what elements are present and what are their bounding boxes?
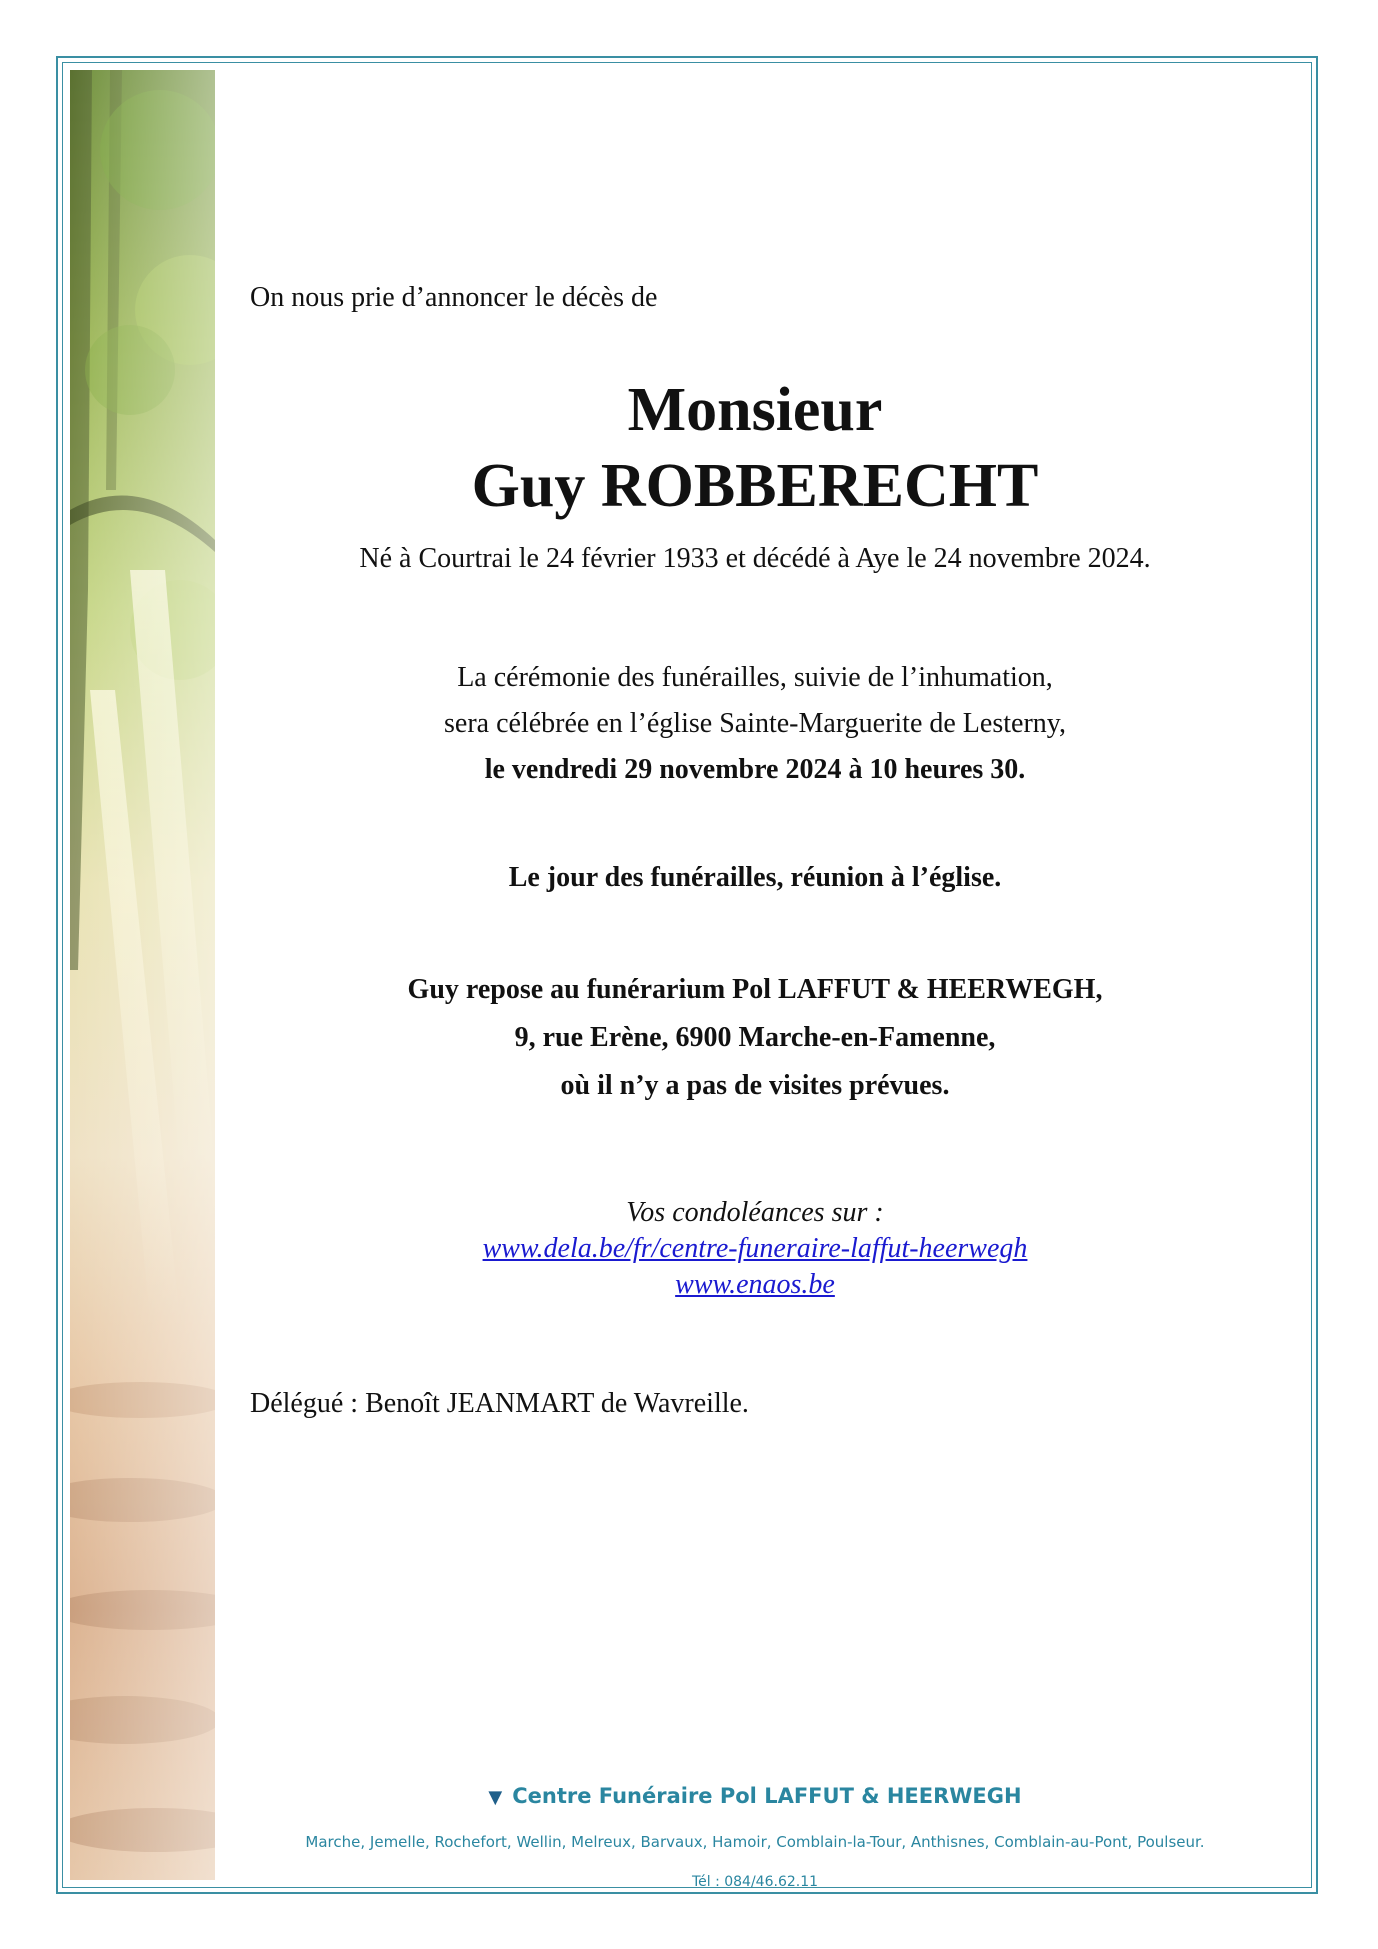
deceased-name: [250, 372, 1260, 524]
funerarium-line-1: Guy repose au funérarium Pol LAFFUT & HEERWEGH,: [407, 974, 1103, 1005]
triangle-down-icon: ▼: [488, 1787, 503, 1808]
birth-death-line: Né à Courtrai le 24 février 1933 et décédé à Aye le 24 novembre 2024.: [359, 543, 1151, 574]
footer-towns: Marche, Jemelle, Rochefort, Wellin, Melreux, Barvaux, Hamoir, Comblain-la-Tour, Anthisnes, Comblain-au-Pont, Poulseur.: [305, 1833, 1205, 1851]
enaos-link[interactable]: www.enaos.be: [675, 1269, 835, 1300]
dela-link[interactable]: www.dela.be/fr/centre-funeraire-laffut-heerwegh: [482, 1233, 1028, 1264]
company-name: Centre Funéraire Pol LAFFUT & HEERWEGH: [512, 1784, 1022, 1808]
ceremony-date: le vendredi 29 novembre 2024 à 10 heures 30.: [484, 754, 1026, 785]
condolences-section: [250, 1195, 1260, 1303]
funerarium-address: 9, rue Erène, 6900 Marche-en-Famenne,: [514, 1022, 996, 1053]
condolences-label: Vos condoléances sur :: [626, 1197, 884, 1228]
footer: [250, 1782, 1260, 1892]
intro-text: On nous prie d’annoncer le décès de: [250, 282, 658, 313]
delegate-line: Délégué : Benoît JEANMART de Wavreille.: [250, 1388, 749, 1419]
funerarium-details: [250, 966, 1260, 1110]
footer-company: [250, 1782, 1260, 1812]
honorific: Monsieur: [627, 376, 883, 444]
ceremony-line-1: La cérémonie des funérailles, suivie de l’inhumation,: [457, 662, 1053, 693]
footer-phone: Tél : 084/46.62.11: [691, 1874, 819, 1890]
ceremony-line-2: sera célébrée en l’église Sainte-Marguerite de Lesterny,: [444, 708, 1066, 739]
forest-path-photo: [70, 70, 215, 1880]
full-name: Guy ROBBERECHT: [471, 452, 1039, 520]
visits-note: où il n’y a pas de visites prévues.: [560, 1070, 950, 1101]
gathering-note: Le jour des funérailles, réunion à l’église.: [508, 862, 1002, 893]
ceremony-details: [250, 655, 1260, 793]
